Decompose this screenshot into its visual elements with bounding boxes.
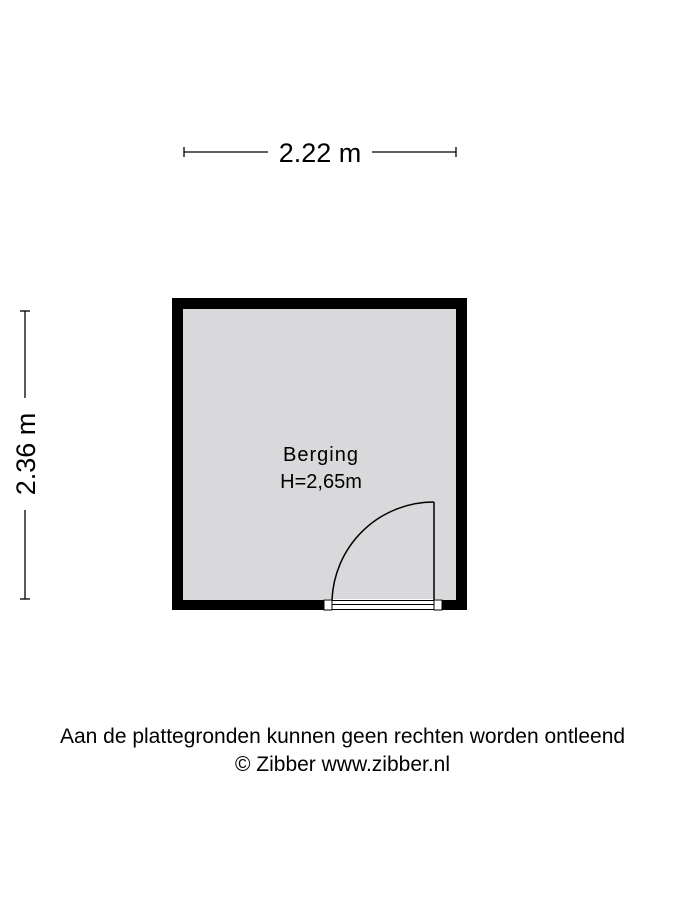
height-dimension-label: 2.36 m	[11, 412, 41, 496]
door-jamb-right	[434, 600, 442, 610]
height-dimension	[11, 311, 41, 599]
room-height: H=2,65m	[280, 471, 362, 493]
door-jamb-left	[324, 600, 332, 610]
width-dimension	[184, 138, 456, 168]
disclaimer-text: Aan de plattegronden kunnen geen rechten worden ontleend	[59, 725, 626, 748]
room-name: Berging	[283, 444, 359, 466]
width-dimension-label: 2.22 m	[278, 138, 362, 168]
room-berging	[172, 298, 467, 610]
copyright-text: © Zibber www.zibber.nl	[234, 753, 451, 776]
